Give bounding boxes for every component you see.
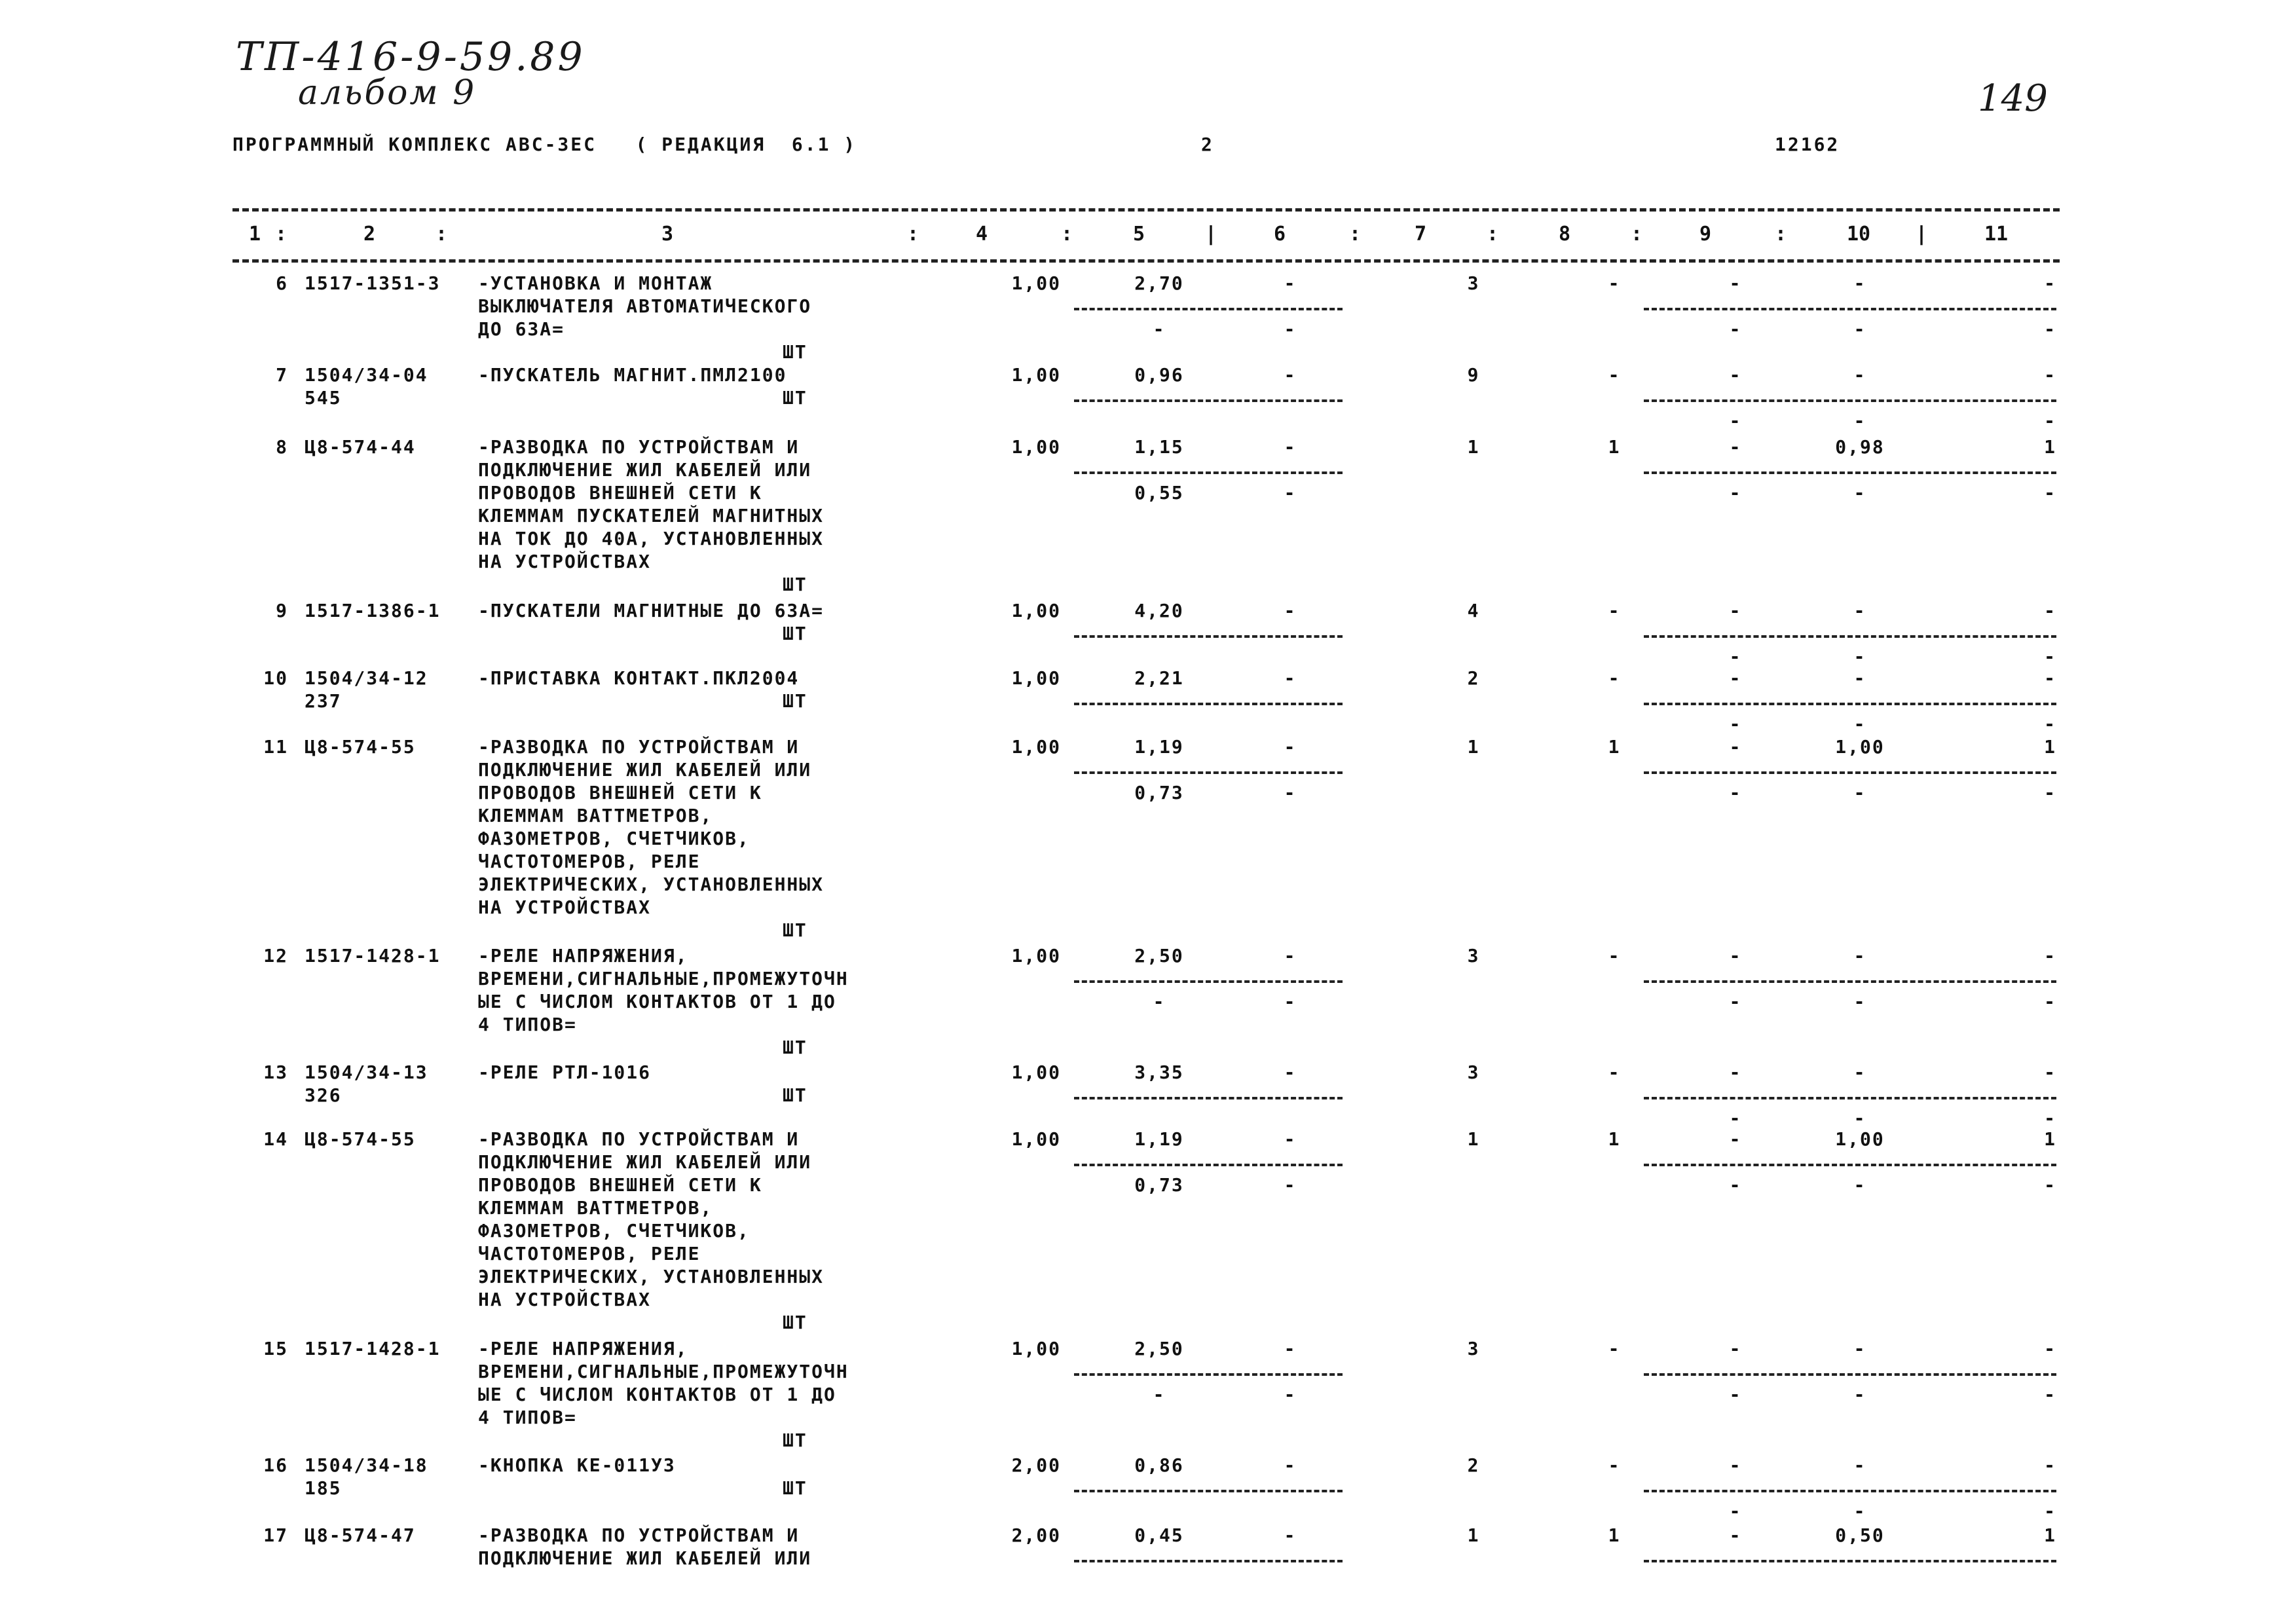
- dashed-divider: [1074, 1560, 1343, 1562]
- col9-value: -: [1729, 600, 1742, 621]
- col8-value: -: [1608, 1338, 1621, 1359]
- description-line: НА УСТРОЙСТВАХ: [478, 896, 652, 918]
- price-code: 1504/34-18: [305, 1454, 428, 1476]
- col7-value: 2: [1467, 1454, 1480, 1476]
- col11-value: -: [2044, 272, 2056, 294]
- col6-value: -: [1284, 600, 1297, 621]
- col11-value: -: [2044, 945, 2056, 967]
- col-header-8: 8: [1559, 223, 1571, 246]
- col10-value: 1,00: [1835, 736, 1885, 758]
- dashed-divider: [1644, 1490, 2056, 1492]
- col11-value: 1: [2044, 436, 2056, 458]
- col6-subvalue: -: [1284, 1174, 1297, 1196]
- description-line: -РАЗВОДКА ПО УСТРОЙСТВАМ И: [478, 436, 800, 458]
- unit: ШТ: [783, 387, 807, 409]
- col10-subvalue: -: [1853, 318, 1866, 340]
- col9-value: -: [1729, 436, 1742, 458]
- price-code: Ц8-574-55: [305, 1128, 416, 1150]
- quantity: 1,00: [1011, 667, 1061, 689]
- col9-value: -: [1729, 364, 1742, 386]
- col-header-3: 3: [661, 223, 674, 246]
- price-code: 1504/34-13: [305, 1061, 428, 1083]
- unit: ШТ: [783, 623, 807, 644]
- quantity: 1,00: [1011, 600, 1061, 621]
- description-line: КЛЕММАМ ПУСКАТЕЛЕЙ МАГНИТНЫХ: [478, 505, 825, 526]
- col5-value: 3,35: [1134, 1061, 1184, 1083]
- dashed-divider: [1644, 308, 2056, 310]
- col-header-5: 5: [1133, 223, 1145, 246]
- col-header-4: 4: [976, 223, 988, 246]
- col6-value: -: [1284, 1061, 1297, 1083]
- dashed-divider: [1644, 1560, 2056, 1562]
- col10-value: -: [1853, 364, 1866, 386]
- col9-subvalue: -: [1729, 1384, 1742, 1405]
- quantity: 2,00: [1011, 1454, 1061, 1476]
- col5-value: 2,50: [1134, 945, 1184, 967]
- col-separator: |: [1205, 223, 1217, 246]
- col11-subvalue: -: [2044, 482, 2056, 504]
- unit: ШТ: [783, 1477, 807, 1499]
- col10-subvalue: -: [1853, 1174, 1866, 1196]
- col9-subvalue: -: [1729, 1174, 1742, 1196]
- col7-value: 1: [1467, 1128, 1480, 1150]
- col11-value: -: [2044, 1454, 2056, 1476]
- col6-value: -: [1284, 1128, 1297, 1150]
- col10-value: -: [1853, 945, 1866, 967]
- col10-subvalue: -: [1853, 782, 1866, 803]
- col5-subvalue: 0,55: [1134, 482, 1184, 504]
- col5-subvalue: 0,73: [1134, 782, 1184, 803]
- description-line: ДО 63А=: [478, 318, 565, 340]
- col6-subvalue: -: [1284, 782, 1297, 803]
- col11-subvalue: -: [2044, 713, 2056, 735]
- col10-value: -: [1853, 667, 1866, 689]
- handwritten-project-code: ТП-416-9-59.89: [236, 34, 585, 80]
- description-line: ПОДКЛЮЧЕНИЕ ЖИЛ КАБЕЛЕЙ ИЛИ: [478, 459, 812, 481]
- description-line: ВЫКЛЮЧАТЕЛЯ АВТОМАТИЧЕСКОГО: [478, 295, 812, 317]
- price-code-suffix: 237: [305, 690, 342, 712]
- col-separator: :: [1349, 223, 1362, 246]
- dashed-divider: [1074, 1164, 1343, 1166]
- col10-subvalue: -: [1853, 1107, 1866, 1129]
- col6-subvalue: -: [1284, 482, 1297, 504]
- col11-value: -: [2044, 364, 2056, 386]
- col11-value: -: [2044, 600, 2056, 621]
- col-separator: :: [1631, 223, 1643, 246]
- description-line: ФАЗОМЕТРОВ, СЧЕТЧИКОВ,: [478, 1220, 750, 1242]
- description-line: ПРОВОДОВ ВНЕШНЕЙ СЕТИ К: [478, 1174, 762, 1196]
- col8-value: 1: [1608, 1128, 1621, 1150]
- col6-value: -: [1284, 436, 1297, 458]
- col10-value: 0,98: [1835, 436, 1885, 458]
- col8-value: 1: [1608, 436, 1621, 458]
- row-number: 17: [263, 1524, 288, 1546]
- price-code: Ц8-574-44: [305, 436, 416, 458]
- col11-subvalue: -: [2044, 782, 2056, 803]
- col-header-10: 10: [1847, 223, 1871, 246]
- col10-subvalue: -: [1853, 1500, 1866, 1522]
- row-number: 9: [276, 600, 288, 621]
- col10-subvalue: -: [1853, 410, 1866, 432]
- col10-value: 1,00: [1835, 1128, 1885, 1150]
- col5-subvalue: -: [1153, 991, 1166, 1012]
- unit: ШТ: [783, 574, 807, 595]
- col11-value: -: [2044, 1338, 2056, 1359]
- description-line: ПОДКЛЮЧЕНИЕ ЖИЛ КАБЕЛЕЙ ИЛИ: [478, 1547, 812, 1569]
- col9-subvalue: -: [1729, 991, 1742, 1012]
- col6-value: -: [1284, 945, 1297, 967]
- price-code: 1517-1428-1: [305, 1338, 441, 1359]
- col10-value: -: [1853, 1454, 1866, 1476]
- description-line: ЧАСТОТОМЕРОВ, РЕЛЕ: [478, 851, 701, 872]
- description-line: -РЕЛЕ НАПРЯЖЕНИЯ,: [478, 945, 688, 967]
- col11-value: -: [2044, 1061, 2056, 1083]
- col-header-11: 11: [1984, 223, 2009, 246]
- col8-value: -: [1608, 600, 1621, 621]
- col5-value: 1,19: [1134, 1128, 1184, 1150]
- col7-value: 3: [1467, 945, 1480, 967]
- col5-subvalue: -: [1153, 318, 1166, 340]
- col10-value: -: [1853, 272, 1866, 294]
- col5-value: 2,50: [1134, 1338, 1184, 1359]
- dashed-divider: [1644, 771, 2056, 774]
- col11-value: 1: [2044, 1128, 2056, 1150]
- description-line: -ПУСКАТЕЛЬ МАГНИТ.ПМЛ2100: [478, 364, 787, 386]
- col11-subvalue: -: [2044, 1500, 2056, 1522]
- col7-value: 3: [1467, 272, 1480, 294]
- col9-subvalue: -: [1729, 713, 1742, 735]
- unit: ШТ: [783, 1037, 807, 1058]
- price-code: 1517-1428-1: [305, 945, 441, 967]
- price-code: Ц8-574-47: [305, 1524, 416, 1546]
- col6-value: -: [1284, 1338, 1297, 1359]
- col6-value: -: [1284, 667, 1297, 689]
- quantity: 2,00: [1011, 1524, 1061, 1546]
- col10-subvalue: -: [1853, 713, 1866, 735]
- col6-subvalue: -: [1284, 318, 1297, 340]
- col10-value: -: [1853, 1061, 1866, 1083]
- col-header-7: 7: [1415, 223, 1427, 246]
- col10-value: -: [1853, 1338, 1866, 1359]
- col-separator: :: [1775, 223, 1787, 246]
- price-code: 1504/34-04: [305, 364, 428, 386]
- col-header-9: 9: [1699, 223, 1712, 246]
- col-separator: :: [1061, 223, 1073, 246]
- col7-value: 1: [1467, 1524, 1480, 1546]
- dashed-divider: [1644, 1373, 2056, 1376]
- description-line: -РАЗВОДКА ПО УСТРОЙСТВАМ И: [478, 1524, 800, 1546]
- price-code: 1517-1351-3: [305, 272, 441, 294]
- price-code-suffix: 185: [305, 1477, 342, 1499]
- description-line: НА ТОК ДО 40А, УСТАНОВЛЕННЫХ: [478, 528, 825, 549]
- description-line: ВРЕМЕНИ,СИГНАЛЬНЫЕ,ПРОМЕЖУТОЧН: [478, 968, 849, 989]
- col9-value: -: [1729, 1524, 1742, 1546]
- quantity: 1,00: [1011, 736, 1061, 758]
- col10-subvalue: -: [1853, 646, 1866, 667]
- col11-subvalue: -: [2044, 646, 2056, 667]
- description-line: НА УСТРОЙСТВАХ: [478, 551, 652, 572]
- quantity: 1,00: [1011, 945, 1061, 967]
- col10-subvalue: -: [1853, 1384, 1866, 1405]
- col5-subvalue: 0,73: [1134, 1174, 1184, 1196]
- col5-subvalue: -: [1153, 1384, 1166, 1405]
- description-line: -РЕЛЕ РТЛ-1016: [478, 1061, 652, 1083]
- col11-subvalue: -: [2044, 1174, 2056, 1196]
- description-line: ПРОВОДОВ ВНЕШНЕЙ СЕТИ К: [478, 482, 762, 504]
- col8-value: -: [1608, 1454, 1621, 1476]
- program-title: ПРОГРАММНЫЙ КОМПЛЕКС АВС-3ЕС ( РЕДАКЦИЯ 6.1 ): [232, 134, 857, 155]
- row-number: 13: [263, 1061, 288, 1083]
- quantity: 1,00: [1011, 364, 1061, 386]
- row-number: 11: [263, 736, 288, 758]
- description-line: -РЕЛЕ НАПРЯЖЕНИЯ,: [478, 1338, 688, 1359]
- dashed-divider: [1074, 308, 1343, 310]
- col9-value: -: [1729, 1454, 1742, 1476]
- price-code-suffix: 545: [305, 387, 342, 409]
- col9-value: -: [1729, 1128, 1742, 1150]
- dashed-divider: [1074, 1373, 1343, 1376]
- col11-value: 1: [2044, 736, 2056, 758]
- quantity: 1,00: [1011, 1061, 1061, 1083]
- col11-subvalue: -: [2044, 410, 2056, 432]
- col6-value: -: [1284, 736, 1297, 758]
- table-top-rule: [232, 208, 2060, 212]
- col9-value: -: [1729, 945, 1742, 967]
- col7-value: 3: [1467, 1061, 1480, 1083]
- col-separator: :: [436, 223, 448, 246]
- col11-subvalue: -: [2044, 1107, 2056, 1129]
- price-code-suffix: 326: [305, 1084, 342, 1106]
- col9-value: -: [1729, 272, 1742, 294]
- description-line: ПОДКЛЮЧЕНИЕ ЖИЛ КАБЕЛЕЙ ИЛИ: [478, 1151, 812, 1173]
- row-number: 14: [263, 1128, 288, 1150]
- quantity: 1,00: [1011, 1338, 1061, 1359]
- col5-value: 2,70: [1134, 272, 1184, 294]
- row-number: 10: [263, 667, 288, 689]
- description-line: ФАЗОМЕТРОВ, СЧЕТЧИКОВ,: [478, 828, 750, 849]
- col8-value: 1: [1608, 1524, 1621, 1546]
- description-line: -РАЗВОДКА ПО УСТРОЙСТВАМ И: [478, 1128, 800, 1150]
- col9-subvalue: -: [1729, 782, 1742, 803]
- row-number: 12: [263, 945, 288, 967]
- col7-value: 1: [1467, 736, 1480, 758]
- description-line: КЛЕММАМ ВАТТМЕТРОВ,: [478, 1197, 713, 1219]
- col-header-6: 6: [1274, 223, 1286, 246]
- dashed-divider: [1644, 471, 2056, 474]
- description-line: 4 ТИПОВ=: [478, 1407, 577, 1428]
- col9-subvalue: -: [1729, 1500, 1742, 1522]
- col-separator: :: [275, 223, 287, 246]
- sheet-number: 2: [1201, 134, 1214, 155]
- col-separator: |: [1916, 223, 1928, 246]
- col9-subvalue: -: [1729, 646, 1742, 667]
- description-line: КЛЕММАМ ВАТТМЕТРОВ,: [478, 805, 713, 826]
- unit: ШТ: [783, 341, 807, 363]
- col5-value: 0,86: [1134, 1454, 1184, 1476]
- col10-subvalue: -: [1853, 991, 1866, 1012]
- price-code: Ц8-574-55: [305, 736, 416, 758]
- col8-value: 1: [1608, 736, 1621, 758]
- col5-value: 2,21: [1134, 667, 1184, 689]
- dashed-divider: [1644, 980, 2056, 983]
- dashed-divider: [1644, 635, 2056, 638]
- description-line: ЧАСТОТОМЕРОВ, РЕЛЕ: [478, 1243, 701, 1264]
- col10-value: 0,50: [1835, 1524, 1885, 1546]
- row-number: 15: [263, 1338, 288, 1359]
- col7-value: 2: [1467, 667, 1480, 689]
- price-code: 1504/34-12: [305, 667, 428, 689]
- col7-value: 1: [1467, 436, 1480, 458]
- col6-subvalue: -: [1284, 1384, 1297, 1405]
- dashed-divider: [1074, 471, 1343, 474]
- col9-subvalue: -: [1729, 410, 1742, 432]
- dashed-divider: [1074, 703, 1343, 705]
- unit: ШТ: [783, 1312, 807, 1333]
- col8-value: -: [1608, 667, 1621, 689]
- description-line: -УСТАНОВКА И МОНТАЖ: [478, 272, 713, 294]
- description-line: -ПРИСТАВКА КОНТАКТ.ПКЛ2004: [478, 667, 800, 689]
- col5-value: 4,20: [1134, 600, 1184, 621]
- description-line: ЭЛЕКТРИЧЕСКИХ, УСТАНОВЛЕННЫХ: [478, 1266, 825, 1287]
- description-line: ЫЕ С ЧИСЛОМ КОНТАКТОВ ОТ 1 ДО: [478, 1384, 836, 1405]
- description-line: ЭЛЕКТРИЧЕСКИХ, УСТАНОВЛЕННЫХ: [478, 874, 825, 895]
- col6-value: -: [1284, 272, 1297, 294]
- description-line: ПОДКЛЮЧЕНИЕ ЖИЛ КАБЕЛЕЙ ИЛИ: [478, 759, 812, 781]
- dashed-divider: [1644, 399, 2056, 402]
- col7-value: 9: [1467, 364, 1480, 386]
- row-number: 16: [263, 1454, 288, 1476]
- description-line: ЫЕ С ЧИСЛОМ КОНТАКТОВ ОТ 1 ДО: [478, 991, 836, 1012]
- col9-subvalue: -: [1729, 1107, 1742, 1129]
- dashed-divider: [1644, 703, 2056, 705]
- col11-subvalue: -: [2044, 1384, 2056, 1405]
- col5-value: 0,96: [1134, 364, 1184, 386]
- quantity: 1,00: [1011, 436, 1061, 458]
- col6-value: -: [1284, 364, 1297, 386]
- row-number: 8: [276, 436, 288, 458]
- col10-value: -: [1853, 600, 1866, 621]
- dashed-divider: [1074, 980, 1343, 983]
- quantity: 1,00: [1011, 1128, 1061, 1150]
- col11-subvalue: -: [2044, 991, 2056, 1012]
- description-line: -РАЗВОДКА ПО УСТРОЙСТВАМ И: [478, 736, 800, 758]
- col6-value: -: [1284, 1524, 1297, 1546]
- table-header-rule: [232, 259, 2060, 263]
- description-line: ВРЕМЕНИ,СИГНАЛЬНЫЕ,ПРОМЕЖУТОЧН: [478, 1361, 849, 1382]
- dashed-divider: [1074, 1490, 1343, 1492]
- description-line: -КНОПКА КЕ-011У3: [478, 1454, 676, 1476]
- dashed-divider: [1074, 771, 1343, 774]
- col9-value: -: [1729, 1061, 1742, 1083]
- col6-value: -: [1284, 1454, 1297, 1476]
- unit: ШТ: [783, 690, 807, 712]
- col11-subvalue: -: [2044, 318, 2056, 340]
- col5-value: 0,45: [1134, 1524, 1184, 1546]
- col9-value: -: [1729, 667, 1742, 689]
- row-number: 7: [276, 364, 288, 386]
- price-code: 1517-1386-1: [305, 600, 441, 621]
- col8-value: -: [1608, 364, 1621, 386]
- col9-value: -: [1729, 1338, 1742, 1359]
- dashed-divider: [1074, 399, 1343, 402]
- description-line: 4 ТИПОВ=: [478, 1014, 577, 1035]
- col7-value: 4: [1467, 600, 1480, 621]
- col8-value: -: [1608, 945, 1621, 967]
- dashed-divider: [1644, 1164, 2056, 1166]
- col7-value: 3: [1467, 1338, 1480, 1359]
- col5-value: 1,15: [1134, 436, 1184, 458]
- unit: ШТ: [783, 1430, 807, 1451]
- col-separator: :: [1487, 223, 1499, 246]
- col6-subvalue: -: [1284, 991, 1297, 1012]
- dashed-divider: [1644, 1097, 2056, 1099]
- dashed-divider: [1074, 635, 1343, 638]
- unit: ШТ: [783, 919, 807, 941]
- quantity: 1,00: [1011, 272, 1061, 294]
- col-header-2: 2: [363, 223, 376, 246]
- handwritten-album: альбом 9: [298, 73, 477, 113]
- col11-value: -: [2044, 667, 2056, 689]
- col9-subvalue: -: [1729, 482, 1742, 504]
- unit: ШТ: [783, 1084, 807, 1106]
- handwritten-page-number: 149: [1978, 77, 2048, 120]
- description-line: НА УСТРОЙСТВАХ: [478, 1289, 652, 1310]
- col-separator: :: [907, 223, 919, 246]
- col8-value: -: [1608, 1061, 1621, 1083]
- col11-value: 1: [2044, 1524, 2056, 1546]
- col10-subvalue: -: [1853, 482, 1866, 504]
- col8-value: -: [1608, 272, 1621, 294]
- description-line: -ПУСКАТЕЛИ МАГНИТНЫЕ ДО 63А=: [478, 600, 825, 621]
- dashed-divider: [1074, 1097, 1343, 1099]
- col9-subvalue: -: [1729, 318, 1742, 340]
- col-header-1: 1: [249, 223, 261, 246]
- description-line: ПРОВОДОВ ВНЕШНЕЙ СЕТИ К: [478, 782, 762, 803]
- col9-value: -: [1729, 736, 1742, 758]
- col5-value: 1,19: [1134, 736, 1184, 758]
- row-number: 6: [276, 272, 288, 294]
- document-number: 12162: [1775, 134, 1840, 155]
